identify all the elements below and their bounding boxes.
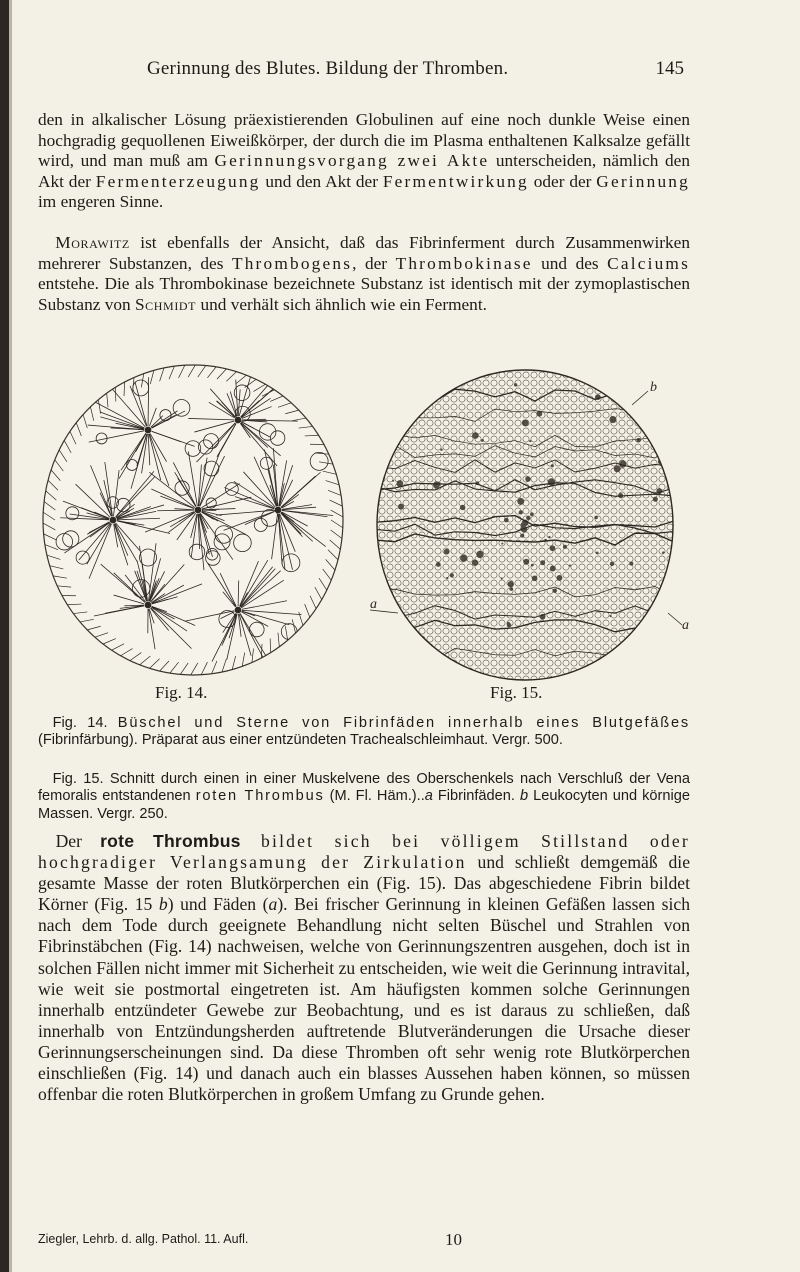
bold-term: rote Thrombus xyxy=(100,831,241,851)
emphasis-text: Fermenterzeugung xyxy=(95,171,261,191)
paragraph-2 xyxy=(38,233,690,315)
text: unterscheiden, nämlich den Akt der xyxy=(38,151,690,191)
caption-label: Fig. 15. xyxy=(52,771,110,787)
marker-letter: b xyxy=(519,788,529,805)
text: und des xyxy=(532,253,608,273)
page-number: 145 xyxy=(655,58,684,79)
paragraph-3 xyxy=(38,831,690,1105)
book-binding-edge xyxy=(0,0,9,1272)
text: , der xyxy=(352,253,396,273)
emphasis-text: roten Thrombus xyxy=(195,788,325,805)
text: und schließt demgemäß die gesamte Masse der roten Blutkörperchen ein (Fig. 15). Das abgeschiedene Fibrin bildet Körner (Fig. 15 xyxy=(38,852,691,915)
text: Der xyxy=(55,831,101,851)
text: ). Bei frischer Gerinnung in kleinen Gefäßen lassen sich nach dem Tode durch geeignete Behandlung nicht selten Büschel und Strahlen von Fibrinstäbchen (Fig. 14) nachweisen, welche von Gerinnungszentren ausgehen, doch ist in solchen Fällen nicht immer mit Sicherheit zu entscheiden, wie weit die Gerinnung intravital, wie weit sie postmortal eingetreten ist. Am häufigsten kommen solche Gerinnungen innerhalb entzündeter Gewebe zur Beobachtung, und es ist daraus zu schließen, daß innerhalb von Entzündungsherden auftretende Blutveränderungen die Ursache dieser Gerinnungserscheinungen sind. Da diese Thromben oft sehr wenig rote Blutkörperchen einschließen (Fig. 14) und danach auch ein blasses Aussehen haben können, so müssen offenbar die roten Blutkörperchen in großem Umfang zu Grunde gehen. xyxy=(38,894,690,1105)
text: Schnitt durch einen in einer Muskelvene des Oberschenkels nach Verschluß der Vena femoralis entstandenen xyxy=(38,771,690,805)
book-source-line: Ziegler, Lehrb. d. allg. Pathol. 11. Aufl. xyxy=(38,1232,249,1246)
text: oder der xyxy=(528,171,597,191)
figure-14-label: Fig. 14. xyxy=(155,683,208,702)
emphasis-text: Gerinnungsvorgang zwei Akte xyxy=(214,151,490,171)
pointer-line-a2 xyxy=(668,613,682,625)
figure-15-caption xyxy=(38,771,690,823)
running-title: Gerinnung des Blutes. Bildung der Thromben. xyxy=(147,58,509,79)
figure-14-caption xyxy=(38,715,690,750)
text: (Fibrinfärbung). Präparat aus einer entzündeten Trachealschleimhaut. Vergr. 500. xyxy=(38,732,563,749)
running-head xyxy=(52,58,692,84)
marker-letter: a xyxy=(424,788,433,805)
text: im engeren Sinne. xyxy=(38,192,164,212)
emphasis-text: Thrombokinase xyxy=(395,253,533,273)
paragraph-1 xyxy=(38,110,690,213)
marker-letter: b xyxy=(158,894,168,915)
marker-a-left: a xyxy=(370,597,377,612)
caption-label: Fig. 14. xyxy=(52,715,118,731)
text: den in alkalischer Lösung präexistierenden Globulinen auf eine noch dunkle Weise einen hochgradig gequollenen Eiweißkörper, der durch die im Plasma enthaltenen Kalksalze gefällt wird, und man muß am xyxy=(38,110,690,171)
emphasis-text: Calciums xyxy=(607,253,691,273)
text: Fibrinfäden. xyxy=(432,788,520,805)
emphasis-text: bildet sich bei völligem Stillstand oder hochgradiger Verlangsamung der Zirkulation xyxy=(38,831,690,873)
pointer-line-b xyxy=(632,391,648,405)
emphasis-text: Thrombogens xyxy=(231,253,353,273)
text: ist ebenfalls der Ansicht, daß das Fibrinferment durch Zusammenwirken mehrerer Substanzen, des xyxy=(38,233,690,273)
author-name: Schmidt xyxy=(134,294,197,314)
page-edge-shadow xyxy=(9,0,12,1272)
emphasis-text: Büschel und Sterne von Fibrinfäden innerhalb eines Blutgefäßes xyxy=(117,715,690,731)
text: entstehe. Die als Thrombokinase bezeichnete Substanz ist identisch mit der zymoplastischen Substanz von xyxy=(38,274,690,314)
signature-mark: 10 xyxy=(445,1230,462,1249)
emphasis-text: Fermentwirkung xyxy=(382,171,529,191)
marker-letter: a xyxy=(268,894,278,915)
figure-15-illustration xyxy=(370,355,690,685)
text: Leukocyten und körnige Massen. Vergr. 250. xyxy=(38,788,690,822)
marker-a-right: a xyxy=(682,618,689,633)
text: und verhält sich ähnlich wie ein Ferment. xyxy=(196,294,487,314)
page-footer xyxy=(38,1230,690,1250)
text: (M. Fl. Häm.).. xyxy=(324,788,425,805)
text: und den Akt der xyxy=(260,171,383,191)
figure-15-label: Fig. 15. xyxy=(490,683,543,702)
text: ) und Fäden ( xyxy=(167,894,269,915)
marker-b: b xyxy=(650,380,657,395)
red-thrombus-drawing xyxy=(370,355,690,685)
figure-14-illustration xyxy=(38,360,348,680)
emphasis-text: Gerinnung xyxy=(596,171,690,191)
fibrin-bundles-drawing xyxy=(38,360,348,680)
author-name: Morawitz xyxy=(55,233,130,252)
